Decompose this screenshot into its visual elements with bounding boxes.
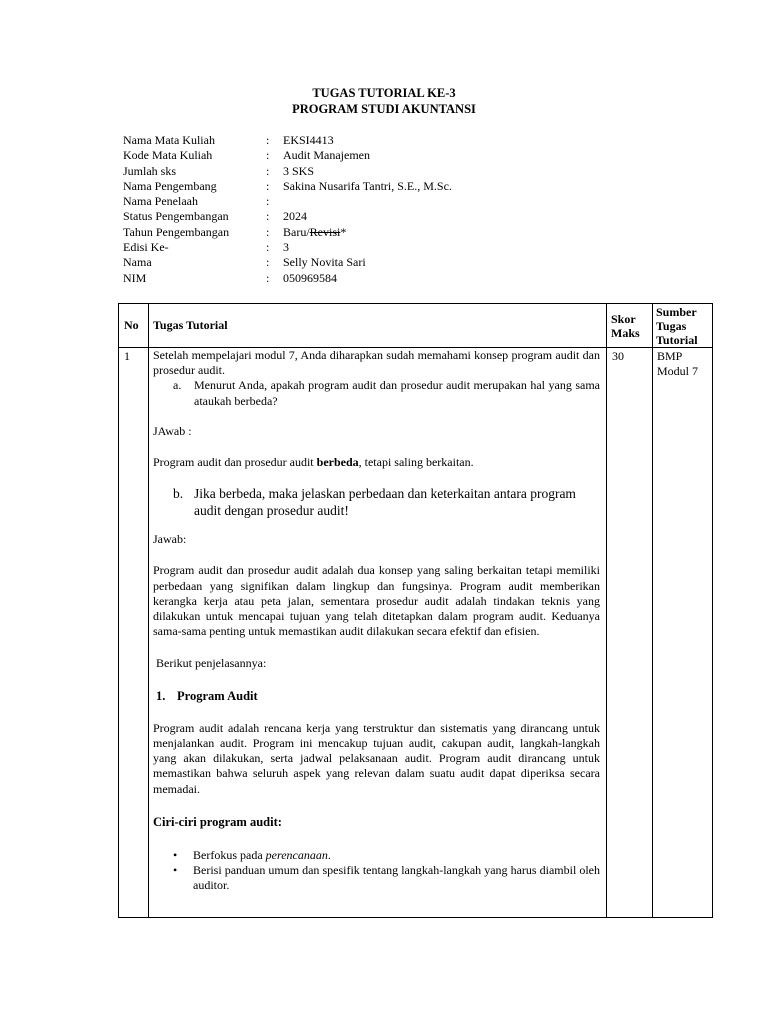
section-heading: 1. Program Audit (156, 688, 258, 703)
struck-text: Revisi (309, 224, 341, 239)
meta-label: NIM (123, 270, 147, 285)
meta-label: Kode Mata Kuliah (123, 148, 213, 163)
answer-label-1: JAwab : (153, 423, 192, 438)
meta-separator: : (266, 209, 270, 224)
meta-label: Nama Mata Kuliah (123, 133, 215, 147)
meta-value: 050969584 (283, 270, 337, 285)
bullet-icon: • (173, 848, 178, 863)
meta-separator: : (266, 255, 270, 270)
source: BMP Modul 7 (653, 348, 713, 918)
meta-separator: : (266, 194, 270, 209)
meta-label: Nama (123, 255, 152, 270)
bullet-icon: • (173, 863, 178, 878)
meta-separator: : (266, 148, 270, 163)
document-subtitle: PROGRAM STUDI AKUNTANSI (292, 102, 476, 116)
meta-separator: : (266, 240, 270, 255)
meta-separator: : (266, 270, 270, 285)
list-item: • Berfokus pada perencanaan. (173, 848, 331, 863)
meta-separator: : (266, 163, 270, 178)
section-text: Program audit adalah rencana kerja yang terstruktur dan sistematis yang dirancang untuk menjalankan audit. Program ini mencakup tujuan audit, cakupan audit, langkah-langkah yang akan dilakukan, serta jadwal pelaksanaan audit. Program audit dirancang untuk memastikan bahwa seluruh aspek yang relevan dalam suatu audit dapat diperiksa secara memadai. (153, 720, 600, 796)
meta-label: Tahun Pengembangan (123, 224, 230, 239)
meta-value: Baru/Revisi* (283, 224, 347, 239)
task-intro: Setelah mempelajari modul 7, Anda diharapkan sudah memahami konsep program audit dan prosedur audit. (153, 348, 600, 378)
answer-label-2: Jawab: (153, 532, 187, 547)
table-row (119, 348, 713, 918)
meta-label: Jumlah sks (123, 163, 177, 178)
characteristics-heading: Ciri-ciri program audit: (153, 814, 282, 829)
meta-value: Audit Manajemen (283, 148, 370, 163)
meta-value: 3 SKS (283, 163, 315, 178)
question-a: a. Menurut Anda, apakah program audit dan prosedur audit merupakan hal yang sama ataukah berbeda? (173, 378, 600, 408)
meta-label: Nama Pengembang (123, 178, 217, 193)
list-item: • Berisi panduan umum dan spesifik tentang langkah-langkah yang harus diambil oleh auditor. (173, 863, 600, 893)
meta-label: Status Pengembangan (123, 209, 229, 224)
header-no: No (119, 304, 149, 348)
answer-2: Program audit dan prosedur audit adalah dua konsep yang saling berkaitan tetapi memiliki perbedaan yang signifikan dalam lingkup dan fungsinya. Program audit memberikan kerangka kerja atau peta jalan, sementara prosedur audit adalah tindakan teknis yang dilakukan untuk mencapai tujuan yang telah ditetapkan dalam program audit. Keduanya sama-sama penting untuk memastikan audit dilakukan secara efektif dan efisien. (153, 563, 600, 639)
meta-label: Nama Penelaah (123, 194, 198, 209)
task-content (149, 348, 607, 918)
meta-label: Edisi Ke- (123, 240, 169, 255)
header-tugas: Tugas Tutorial (149, 304, 607, 348)
answer-1: Program audit dan prosedur audit berbeda, tetapi saling berkaitan. (153, 455, 474, 470)
characteristics-list (153, 848, 600, 894)
meta-value: 3 (283, 240, 289, 255)
meta-value: 2024 (283, 209, 307, 224)
table-header-row (119, 304, 713, 348)
document-title: TUGAS TUTORIAL KE-3 (312, 86, 456, 100)
question-b: b. Jika berbeda, maka jelaskan perbedaan dan keterkaitan antara program audit dengan prosedur audit! (173, 486, 576, 518)
meta-value: Selly Novita Sari (283, 255, 366, 270)
meta-separator: : (266, 178, 270, 193)
header-skor: Skor Maks (607, 304, 653, 348)
meta-value: Sakina Nusarifa Tantri, S.E., M.Sc. (283, 178, 452, 193)
header-sumber: Sumber Tugas Tutorial (653, 304, 713, 348)
meta-value: EKSI4413 (283, 133, 334, 147)
meta-separator: : (266, 224, 270, 239)
row-number: 1 (119, 348, 149, 918)
meta-separator: : (266, 133, 270, 147)
explanation-intro: Berikut penjelasannya: (153, 656, 267, 671)
tutorial-table (118, 303, 713, 918)
max-score: 30 (607, 348, 653, 918)
